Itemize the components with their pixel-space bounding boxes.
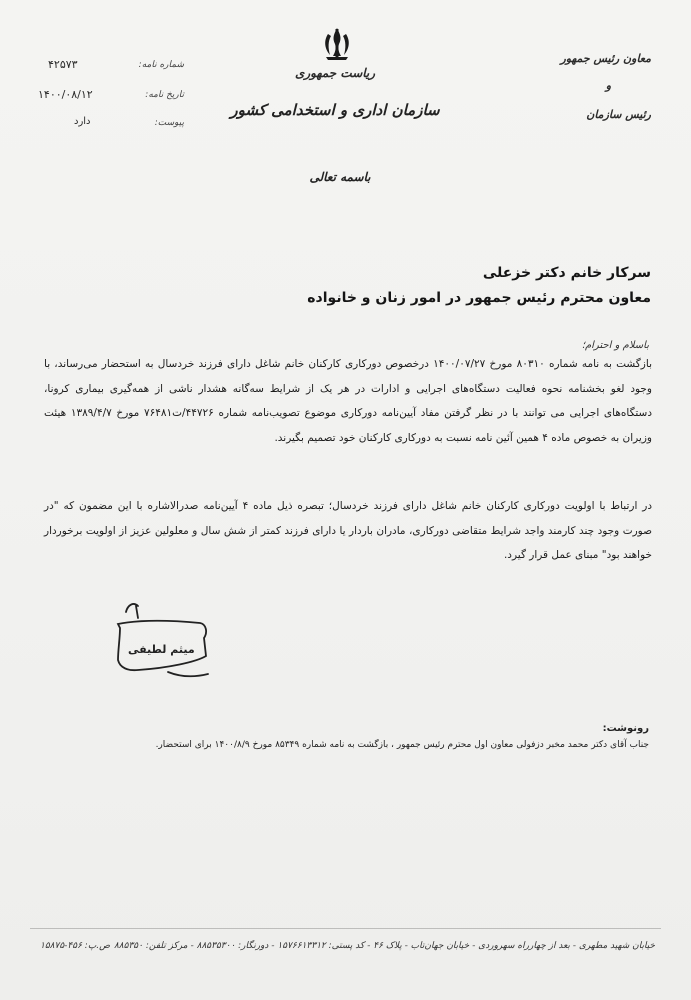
- footer-divider: [30, 928, 661, 929]
- letter-meta: [34, 58, 184, 136]
- letter-date: ۱۴۰۰/۰۸/۱۲: [38, 88, 93, 101]
- sender-title-line1: معاون رئیس جمهور: [560, 52, 651, 65]
- signature-scribble: [108, 598, 218, 680]
- body-paragraph-2: در ارتباط با اولویت دورکاری کارکنان خانم شاغل دارای فرزند خردسال؛ تبصره ذیل ماده ۴ آیین‌نامه صدرالاشاره با این مضمون که "در صورت وجود چند کارمند واجد شرایط متقاضی دورکاری، مادران باردار یا دارای فرزند کمتر از شش سال و معلولین عزیز از اولویت برخوردار خواهند بود" مبنای عمل قرار گیرد.: [44, 500, 652, 561]
- number-label: شماره نامه:: [138, 60, 184, 70]
- addressee-title: معاون محترم رئیس جمهور در امور زنان و خانواده: [307, 290, 651, 306]
- iran-emblem-icon: [320, 26, 354, 62]
- letter-number: ۴۲۵۷۳: [48, 58, 78, 71]
- presidency-title: ریاست جمهوری: [294, 66, 376, 80]
- body-paragraph-1: بازگشت به نامه شماره ۸۰۳۱۰ مورخ ۱۴۰۰/۰۷/۲۷ درخصوص دورکاری کارکنان خانم شاغل دارای فرزند خردسال به استحضار می‌رساند، با وجود لغو بخشنامه نحوه فعالیت دستگاه‌های اجرایی و ادارات در هر یک از شرایط سه‌گانه هشدار ناشی از همه‌گیری بیماری کرونا، دستگاه‌های اجرایی می توانند با در نظر گرفتن مفاد آیین‌نامه دورکاری موضوع تصویب‌نامه شماره ۴۴۷۲۶/ت۷۶۴۸۱ مورخ ۱۳۸۹/۴/۷ هیئت وزیران به خصوص ماده ۴ همین آئین نامه نسبت به دورکاری کارکنان خود تصمیم بگیرند.: [44, 358, 653, 444]
- invocation: باسمه تعالی: [309, 170, 371, 184]
- greeting: باسلام و احترام؛: [581, 340, 649, 351]
- footer: [40, 941, 655, 951]
- addressee-name: سرکار خانم دکتر خزعلی: [482, 265, 651, 281]
- cc-label: رونوشت:: [602, 723, 649, 734]
- footer-po-box: ص.پ: ۴۵۶-۱۵۸۷۵: [40, 941, 111, 951]
- cc-text: جناب آقای دکتر محمد مخبر دزفولی معاون اول محترم رئیس جمهور ، بازگشت به نامه شماره ۸۵۳۴۹ مورخ ۱۴۰۰/۸/۹ برای استحضار.: [155, 740, 649, 750]
- sender-title-line3: رئیس سازمان: [586, 108, 651, 121]
- date-label: تاریخ نامه:: [145, 90, 184, 100]
- footer-address: خیابان شهید مطهری - بعد از چهارراه سهروردی - خیابان جهان‌تاب - پلاک ۴۶ - کد پستی: ۱۵۷۶۶۱۳۳۱۲ - دورنگار: ۸۸۵۳۵۳۰۰ - مرکز تلفن: ۸۸۵۳۵۰: [113, 941, 655, 951]
- sender-title-line2: و: [605, 79, 611, 92]
- organization-name: سازمان اداری و استخدامی کشور: [230, 101, 440, 119]
- attachment-value: دارد: [74, 116, 91, 127]
- signatory-name: میثم لطیفی: [128, 643, 195, 656]
- attachment-label: پیوست:: [154, 118, 184, 128]
